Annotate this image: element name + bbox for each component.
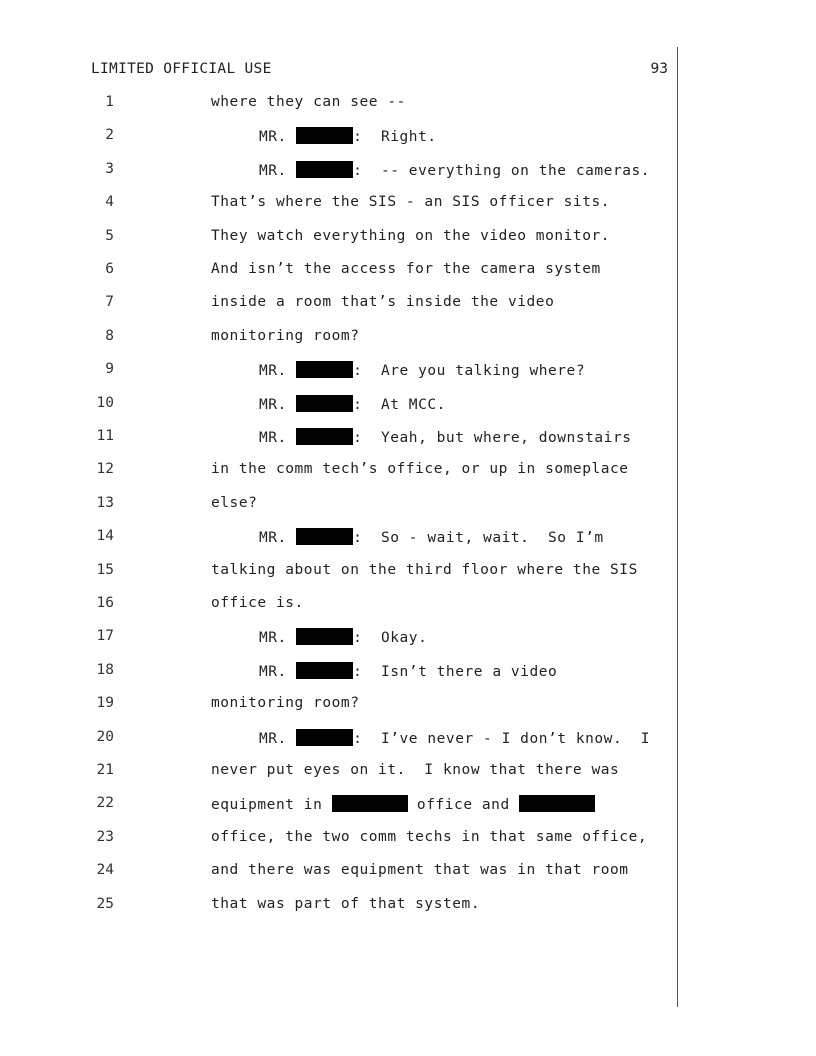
redaction-block: [296, 428, 353, 445]
transcript-line: [0, 662, 816, 684]
transcript-line: [0, 228, 816, 250]
line-number: 7: [105, 294, 114, 311]
line-number: 1: [105, 94, 114, 110]
line-text: [211, 228, 610, 244]
redaction-block: [296, 161, 353, 178]
transcript-line: [0, 294, 816, 316]
line-number: 2: [105, 127, 114, 144]
line-number: 19: [96, 695, 114, 712]
transcript-line: [0, 729, 816, 751]
line-text: [211, 829, 647, 845]
spoken-text: in the comm tech’s office, or up in someplace: [211, 461, 629, 478]
line-text: [211, 795, 595, 813]
spoken-text: monitoring room?: [211, 327, 360, 344]
line-number: 4: [105, 194, 114, 211]
line-number: 13: [96, 494, 114, 511]
speaker-label: MR.: [259, 663, 297, 680]
spoken-text: : Okay.: [353, 630, 428, 647]
line-text: [211, 328, 359, 344]
line-number: 3: [105, 160, 114, 177]
line-number: 5: [105, 227, 114, 244]
spoken-text: They watch everything on the video monitor.: [211, 227, 611, 244]
line-text: [211, 194, 610, 210]
spoken-text: : At MCC.: [353, 396, 446, 413]
spoken-text: and there was equipment that was in that room: [211, 862, 629, 879]
line-text: [211, 595, 304, 611]
spoken-text: office, the two comm techs in that same office,: [211, 828, 648, 845]
redaction-block: [519, 795, 595, 812]
speaker-label: MR.: [259, 430, 297, 446]
spoken-text: that was part of that system.: [211, 895, 481, 912]
line-number: 11: [96, 428, 114, 444]
page-number: 93: [650, 61, 668, 77]
transcript-line: [0, 829, 816, 851]
spoken-text: : Are you talking where?: [353, 363, 586, 380]
redaction-block: [332, 795, 408, 812]
transcript-line: [0, 395, 816, 417]
speaker-label: MR.: [259, 630, 297, 647]
spoken-text: where they can see --: [211, 94, 406, 110]
line-number: 22: [96, 795, 114, 812]
line-number: 20: [96, 728, 114, 745]
speaker-label: MR.: [259, 162, 297, 179]
redaction-block: [296, 628, 353, 645]
spoken-text: office is.: [211, 595, 304, 611]
line-number: 9: [105, 361, 114, 378]
line-number: 25: [96, 895, 114, 912]
speaker-label: MR.: [259, 730, 297, 747]
line-text: [211, 495, 257, 511]
transcript-line: [0, 94, 816, 116]
speaker-label: MR.: [259, 396, 297, 413]
redaction-block: [296, 395, 353, 412]
transcript-line: [0, 795, 816, 817]
spoken-text: talking about on the third floor where the SIS: [211, 561, 638, 578]
line-text: [259, 161, 650, 179]
line-text: [211, 862, 629, 878]
transcript-line: [0, 528, 816, 550]
line-text: [211, 261, 601, 277]
line-number: 24: [96, 862, 114, 879]
line-text: [259, 662, 557, 680]
transcript-line: [0, 896, 816, 918]
spoken-text: never put eyes on it. I know that there was: [211, 762, 620, 778]
transcript-line: [0, 628, 816, 650]
line-text: [211, 896, 480, 912]
line-number: 6: [105, 261, 114, 277]
transcript-line: [0, 361, 816, 383]
transcript-line: [0, 194, 816, 216]
spoken-text: monitoring room?: [211, 695, 360, 712]
speaker-label: MR.: [259, 530, 297, 547]
text-segment: equipment in: [211, 797, 332, 814]
transcript-line: [0, 695, 816, 717]
spoken-text: : Yeah, but where, downstairs: [353, 430, 632, 446]
line-text: [259, 428, 632, 446]
redaction-block: [296, 729, 353, 746]
transcript-line: [0, 127, 816, 149]
line-text: [259, 361, 585, 379]
line-number: 15: [96, 561, 114, 578]
transcript-line: [0, 762, 816, 784]
redaction-block: [296, 528, 353, 545]
transcript-line: [0, 461, 816, 483]
spoken-text: : Isn’t there a video: [353, 663, 558, 680]
transcript-line: [0, 595, 816, 617]
text-segment: office and: [407, 797, 519, 814]
line-text: [211, 695, 359, 711]
line-number: 18: [96, 661, 114, 678]
spoken-text: : -- everything on the cameras.: [353, 162, 651, 179]
speaker-label: MR.: [259, 363, 297, 380]
line-number: 10: [96, 394, 114, 411]
line-number: 23: [96, 828, 114, 845]
line-number: 16: [96, 595, 114, 611]
line-text: [211, 562, 638, 578]
transcript-line: [0, 562, 816, 584]
line-text: [259, 729, 650, 747]
spoken-text: That’s where the SIS - an SIS officer sits.: [211, 194, 611, 211]
transcript-line: [0, 161, 816, 183]
line-number: 14: [96, 528, 114, 545]
line-number: 17: [96, 628, 114, 645]
transcript-line: [0, 428, 816, 450]
page-header-classification: LIMITED OFFICIAL USE: [91, 61, 272, 77]
transcript-line: [0, 862, 816, 884]
redaction-block: [296, 361, 353, 378]
line-text: [211, 94, 406, 110]
transcript-line: [0, 495, 816, 517]
spoken-text: else?: [211, 494, 258, 511]
line-text: [259, 127, 437, 145]
spoken-text: : Right.: [353, 129, 437, 146]
spoken-text: And isn’t the access for the camera system: [211, 261, 601, 277]
line-text: [259, 628, 427, 646]
redaction-block: [296, 127, 353, 144]
spoken-text: : So - wait, wait. So I’m: [353, 530, 604, 547]
redaction-block: [296, 662, 353, 679]
transcript-line: [0, 328, 816, 350]
line-text: [259, 395, 446, 413]
line-number: 8: [105, 327, 114, 344]
line-number: 21: [96, 762, 114, 778]
line-text: [211, 294, 554, 310]
line-text: [259, 528, 604, 546]
line-text: [211, 762, 619, 778]
transcript-line: [0, 261, 816, 283]
line-number: 12: [96, 461, 114, 478]
spoken-text: inside a room that’s inside the video: [211, 294, 555, 311]
spoken-text: : I’ve never - I don’t know. I: [353, 730, 651, 747]
line-text: [211, 461, 629, 477]
speaker-label: MR.: [259, 129, 297, 146]
